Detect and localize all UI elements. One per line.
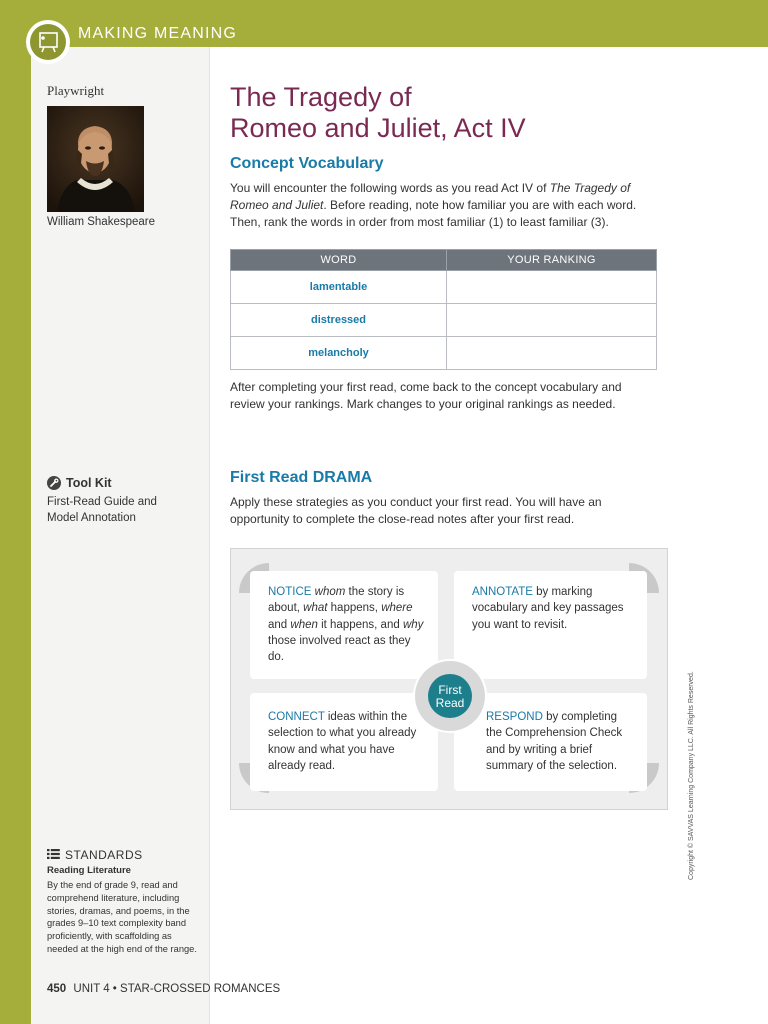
text: the story is about, [268, 586, 405, 615]
vocabulary-table [230, 249, 657, 370]
unit-title: UNIT 4 • STAR-CROSSED ROMANCES [73, 983, 281, 995]
concept-intro [230, 180, 650, 231]
vocab-word: lamentable [231, 271, 447, 304]
keyword: NOTICE [268, 586, 312, 598]
first-read-diagram [230, 548, 668, 810]
text: by marking vocabulary and key passages you want to revisit. [472, 586, 624, 631]
toolkit-line: Model Annotation [47, 512, 136, 524]
center-label-line2: Read [435, 696, 465, 710]
intro-text: You will encounter the following words as you read Act IV of [230, 181, 550, 195]
concept-after-text: After completing your first read, come back to the concept vocabulary and review your rankings. Mark changes to your original rankings as needed. [230, 380, 622, 411]
table-row [231, 304, 657, 337]
work-title: The Tragedy of Romeo and Juliet [230, 181, 631, 212]
standards-line: needed at the high end of the range. [47, 943, 197, 954]
text: why [402, 618, 424, 631]
text: and [268, 618, 291, 631]
section-header-title: MAKING MEANING [78, 25, 238, 42]
vocab-word: distressed [231, 304, 447, 337]
presentation-board-icon [26, 20, 70, 64]
copyright-notice: Copyright © SAVVAS Learning Company LLC. All Rights Reserved. [688, 671, 695, 880]
title-line: Romeo and Juliet, Act IV [230, 113, 526, 143]
title-line: The Tragedy of [230, 82, 412, 112]
first-read-badge [411, 657, 489, 735]
connect-text [250, 693, 438, 774]
concept-vocabulary-heading: Concept Vocabulary [230, 155, 384, 172]
keyword: RESPOND [486, 711, 543, 723]
ranking-cell[interactable] [447, 271, 657, 304]
table-row [231, 337, 657, 370]
text: when [290, 618, 318, 631]
standards-text [47, 879, 202, 956]
standards-line: By the end of grade 9, read and [47, 880, 178, 890]
column-header-ranking: YOUR RANKING [447, 250, 657, 271]
intro-text: . Before reading, note how familiar you are with each word. Then, rank the words in order from most familiar (1) to least familiar (3). [230, 198, 637, 229]
standards-title: STANDARDS [65, 848, 143, 862]
left-color-band [0, 0, 31, 1024]
first-read-heading: First Read DRAMA [230, 469, 373, 486]
toolkit-line: First-Read Guide and [47, 496, 157, 508]
column-header-word: WORD [231, 250, 447, 271]
standards-line: grades 9–10 text complexity band [47, 918, 187, 929]
center-label-line1: First [438, 683, 462, 697]
text: where [381, 602, 413, 615]
page-number: 450 [47, 983, 67, 995]
connect-box [250, 693, 438, 791]
notice-box [250, 571, 438, 679]
text: by completing the Comprehension Check and by writing a brief summary of the selection. [486, 711, 623, 772]
page-title [230, 82, 526, 144]
toolkit-link[interactable] [47, 476, 112, 490]
vocab-word: melancholy [231, 337, 447, 370]
ranking-cell[interactable] [447, 337, 657, 370]
page-footer [47, 983, 280, 995]
toolkit-title: Tool Kit [66, 476, 112, 490]
first-read-intro: Apply these strategies as you conduct your first read. You will have an opportunity to complete the close-read notes after your first read. [230, 495, 602, 526]
text: ideas within the selection to what you already know and what you have already read. [268, 711, 417, 772]
text: it happens, and [317, 618, 403, 631]
annotate-text [454, 571, 647, 633]
author-portrait [47, 106, 144, 212]
text: happens, [327, 602, 382, 615]
text: whom [314, 586, 346, 598]
table-row [231, 271, 657, 304]
text: what [303, 602, 328, 615]
standards-subtitle: Reading Literature [47, 865, 131, 876]
wrench-icon [47, 476, 61, 490]
standards-line: stories, dramas, and poems, in the [47, 905, 190, 916]
notice-text [250, 571, 438, 665]
author-name: William Shakespeare [47, 216, 156, 228]
text: those involved react as they do. [268, 634, 411, 664]
ranking-cell[interactable] [447, 304, 657, 337]
list-icon [47, 848, 60, 862]
standards-line: proficiently, with scaffolding as [47, 931, 172, 942]
keyword: ANNOTATE [472, 586, 533, 598]
toolkit-description [47, 494, 197, 526]
standards-line: comprehend literature, including [47, 892, 180, 903]
playwright-label: Playwright [47, 83, 105, 98]
keyword: CONNECT [268, 711, 325, 723]
standards-heading [47, 848, 143, 862]
